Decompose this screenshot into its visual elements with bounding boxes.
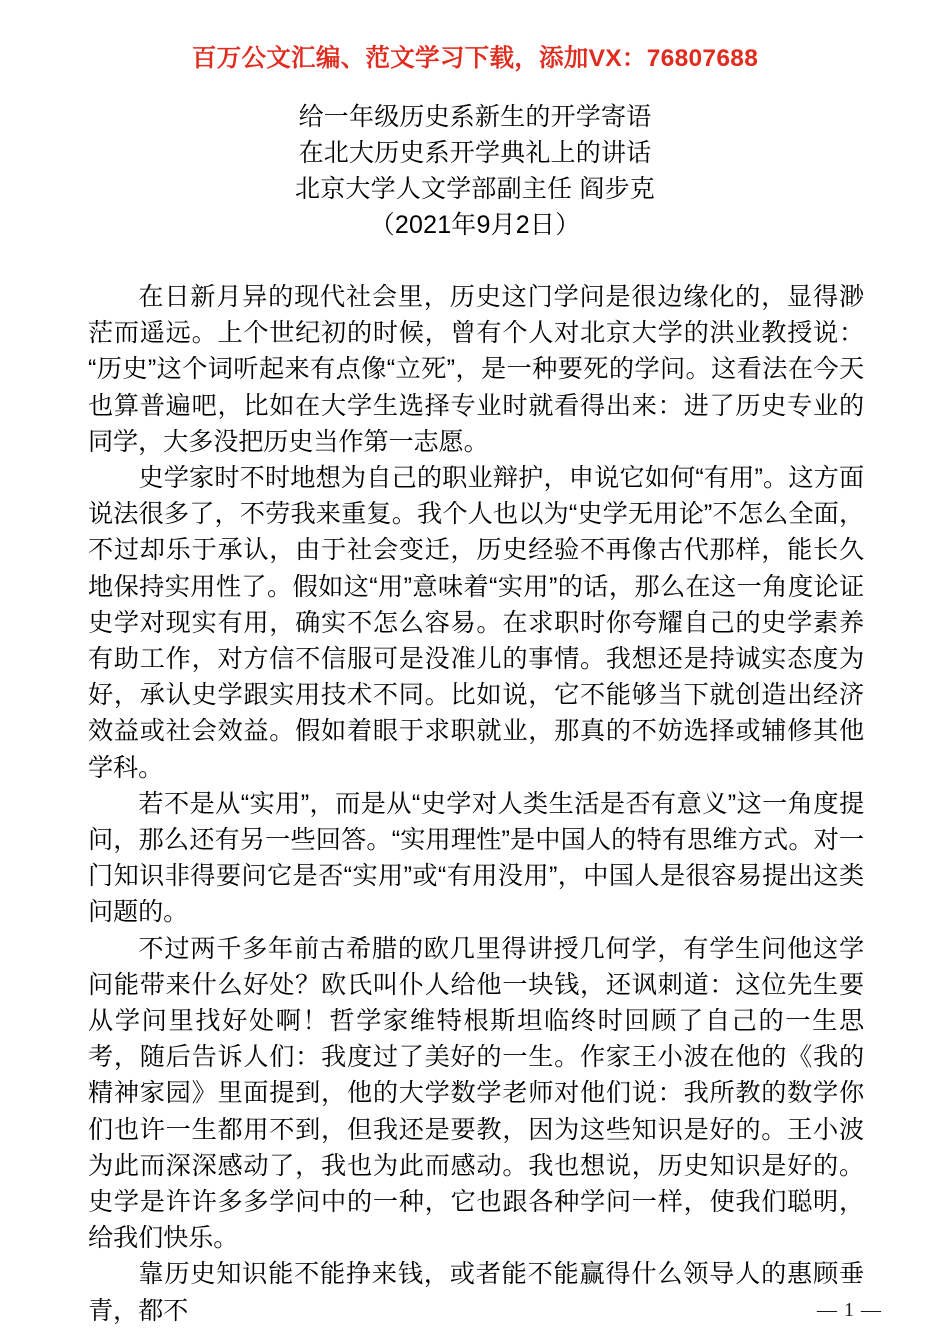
page-number: — 1 — bbox=[817, 1299, 882, 1321]
promo-header-banner: 百万公文汇编、范文学习下载，添加VX：76807688 bbox=[191, 45, 759, 72]
body-paragraph: 在日新月异的现代社会里，历史这门学问是很边缘化的，显得渺茫而遥远。上个世纪初的时候，曾有个人对北京大学的洪业教授说：“历史”这个词听起来有点像“立死”，是一种要死的学问。这看法在今天也算普遍吧，比如在大学生选择专业时就看得出来：进了历史专业的同学，大多没把历史当作第一志愿。 bbox=[88, 283, 864, 456]
body-paragraph: 若不是从“实用”，而是从“史学对人类生活是否有意义”这一角度提问，那么还有另一些回答。“实用理性”是中国人的特有思维方式。对一门知识非得要问它是否“实用”或“有用没用”，中国人是很容易提出这类问题的。 bbox=[88, 789, 864, 927]
body-paragraph: 靠历史知识能不能挣来钱，或者能不能赢得什么领导人的惠顾垂青，都不 bbox=[88, 1260, 864, 1325]
title-line-author: 北京大学人文学部副主任 阎步克 bbox=[295, 175, 655, 203]
document-body bbox=[88, 279, 864, 1329]
title-line-subtitle: 在北大历史系开学典礼上的讲话 bbox=[298, 139, 652, 167]
title-line-date: （2021年9月2日） bbox=[369, 211, 581, 239]
document-title-block bbox=[88, 99, 862, 243]
title-line-main: 给一年级历史系新生的开学寄语 bbox=[298, 103, 652, 131]
body-paragraph: 史学家时不时地想为自己的职业辩护，申说它如何“有用”。这方面说法很多了，不劳我来重复。我个人也以为“史学无用论”不怎么全面，不过却乐于承认，由于社会变迁，历史经验不再像古代那样，能长久地保持实用性了。假如这“用”意味着“实用”的话，那么在这一角度论证史学对现实有用，确实不怎么容易。在求职时你夸耀自己的史学素养有助工作，对方信不信服可是没准儿的事情。我想还是持诚实态度为好，承认史学跟实用技术不同。比如说，它不能够当下就创造出经济效益或社会效益。假如着眼于求职就业，那真的不妨选择或辅修其他学科。 bbox=[88, 464, 864, 782]
body-paragraph: 不过两千多年前古希腊的欧几里得讲授几何学，有学生问他这学问能带来什么好处？欧氏叫仆人给他一块钱，还讽刺道：这位先生要从学问里找好处啊！哲学家维特根斯坦临终时回顾了自己的一生思考，随后告诉人们：我度过了美好的一生。作家王小波在他的《我的精神家园》里面提到，他的大学数学老师对他们说：我所教的数学你们也许一生都用不到，但我还是要教，因为这些知识是好的。王小波为此而深深感动了，我也为此而感动。我也想说，历史知识是好的。史学是许许多多学问中的一种，它也跟各种学问一样，使我们聪明，给我们快乐。 bbox=[88, 934, 864, 1253]
